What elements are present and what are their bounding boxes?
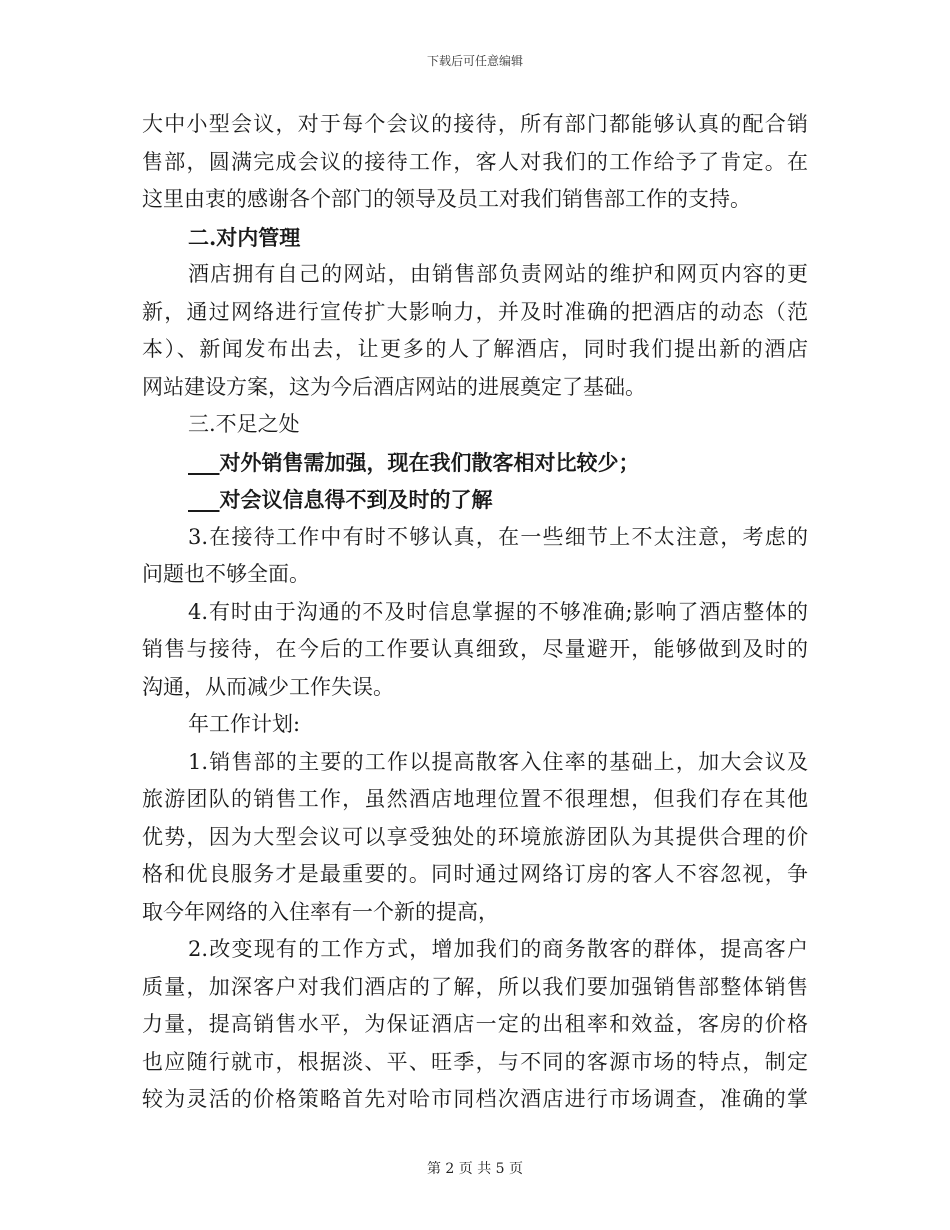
paragraph-line: 问题也不够全面。 [142,562,310,586]
list-item: ___对外销售需加强，现在我们散客相对比较少； [188,449,640,475]
paragraph-line: 3.在接待工作中有时不够认真，在一些细节上不太注意，考虑的 [188,524,808,549]
paragraph-line: 1.销售部的主要的工作以提高散客入住率的基础上，加大会议及 [188,749,808,774]
section-heading: 三.不足之处 [188,412,300,436]
list-item: ___对会议信息得不到及时的了解 [188,487,493,512]
paragraph-line: 质量，加深客户对我们酒店的了解，所以我们要加强销售部整体销售 [142,974,808,999]
paragraph-line: 销售与接待，在今后的工作要认真细致，尽量避开，能够做到及时的 [142,637,808,661]
paragraph-line: 格和优良服务才是最重要的。同时通过网络订房的客人不容忽视，争 [142,862,808,886]
paragraph-line: 本）、新闻发布出去，让更多的人了解酒店，同时我们提出新的酒店 [142,337,808,361]
paragraph-line: 酒店拥有自己的网站，由销售部负责网站的维护和网页内容的更 [188,262,808,286]
section-heading: 二.对内管理 [188,224,301,250]
paragraph-line: 旅游团队的销售工作，虽然酒店地理位置不很理想，但我们存在其他 [142,787,808,811]
page-footer: 第 2 页 共 5 页 [426,1161,524,1177]
paragraph-line: 这里由衷的感谢各个部门的领导及员工对我们销售部工作的支持。 [142,187,751,211]
section-heading: 年工作计划: [188,712,301,736]
paragraph-line: 新，通过网络进行宣传扩大影响力，并及时准确的把酒店的动态（范 [142,299,808,324]
paragraph-line: 也应随行就市，根据淡、平、旺季，与不同的客源市场的特点，制定 [142,1049,808,1074]
paragraph-line: 大中小型会议，对于每个会议的接待，所有部门都能够认真的配合销 [142,112,808,136]
paragraph-line: 沟通，从而减少工作失误。 [142,674,394,699]
document-body [142,106,808,1119]
paragraph-line: 2.改变现有的工作方式，增加我们的商务散客的群体，提高客户 [188,937,808,961]
paragraph-line: 力量，提高销售水平，为保证酒店一定的出租率和效益，客房的价格 [142,1012,808,1036]
paragraph-line: 较为灵活的价格策略首先对哈市同档次酒店进行市场调查，准确的掌 [142,1087,808,1111]
paragraph-line: 售部，圆满完成会议的接待工作，客人对我们的工作给予了肯定。在 [142,149,808,174]
page-header: 下载后可任意编辑 [426,54,523,68]
paragraph-line: 优势，因为大型会议可以享受独处的环境旅游团队为其提供合理的价 [142,824,808,849]
paragraph-line: 4.有时由于沟通的不及时信息掌握的不够准确;影响了酒店整体的 [188,599,808,624]
paragraph-line: 取今年网络的入住率有一个新的提高， [142,899,499,924]
paragraph-line: 网站建设方案，这为今后酒店网站的进展奠定了基础。 [142,374,646,399]
